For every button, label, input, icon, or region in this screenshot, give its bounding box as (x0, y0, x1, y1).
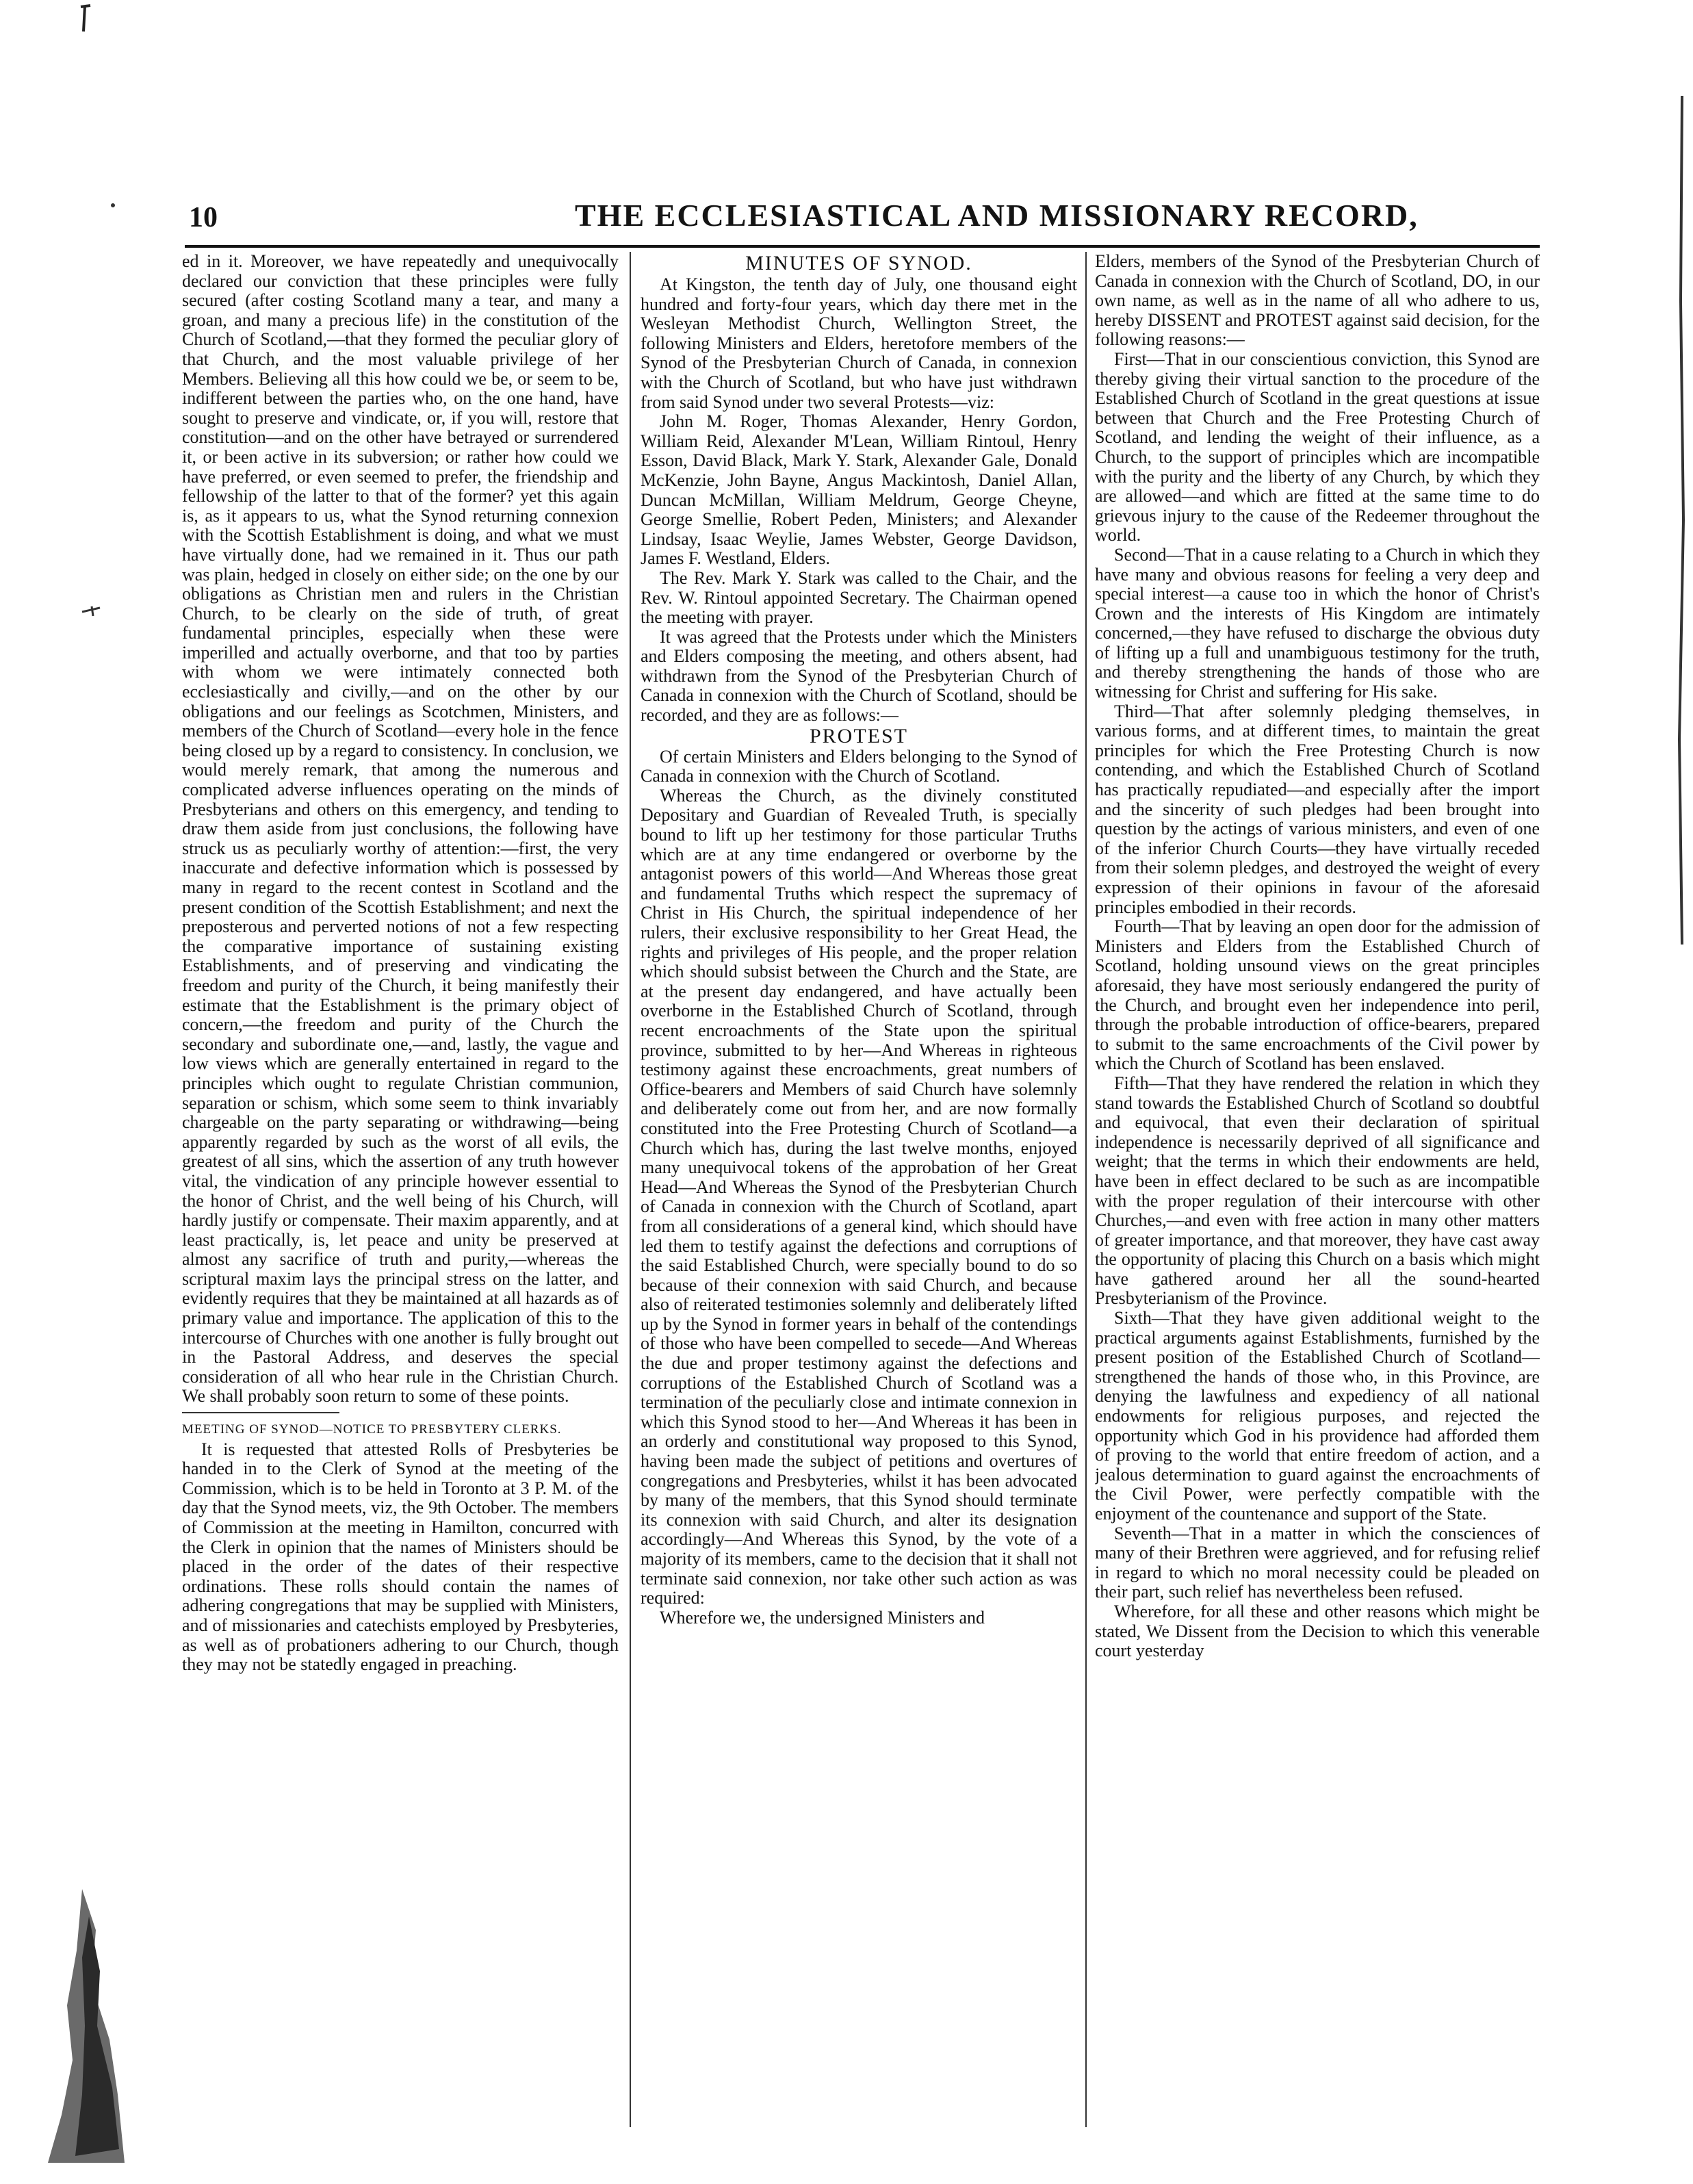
pen-mark (78, 4, 93, 34)
attendees-paragraph: John M. Roger, Thomas Alexander, Henry Gordon, William Reid, Alexander M'Lean, William Rintoul, Henry Esson, David Black, Mark Y. Stark, Alexander Gale, Donald McKenzie, John Bayne, Angus Mackintosh, Daniel Allan, Duncan McMillan, William Meldrum, George Cheyne, George Smellie, Robert Peden, Ministers; and Alexander Lindsay, Isaac Weylie, James Webster, George Davidson, James F. Westland, Elders. (641, 411, 1077, 569)
column-rule (630, 252, 631, 2127)
protest-paragraph: Whereas the Church, as the divinely constituted Depositary and Guardian of Revealed Truth, is specially bound to lift up her testimony for those particular Truths which are at any time endangered or overborne by the antagonist powers of this world—And Whereas those great and fundamental Truths which respect the supremacy of Christ in His Church, the spiritual independence of her rulers, their exclusive responsibility to her Great Head, the rights and privileges of His people, and the proper relation which should subsist between the Church and the State, are at the present day endangered, and have actually been overborne in the Established Church of Scotland, through recent encroachments of the State upon the spiritual province, submitted to by her—And Whereas in righteous testimony against these encroachments, great numbers of Office-bearers and Members of said Church have solemnly and deliberately come out from her, and are now formally constituted into the Free Protesting Church of Scotland—a Church which has, during the last twelve months, enjoyed many unequivocal tokens of the approbation of her Great Head—And Whereas the Synod of the Presbyterian Church of Canada in connexion with the Church of Scotland, apart from all considerations of a general kind, which should have led them to testify against the defections and corruptions of the said Established Church, were specially bound to do so because of their connexion with said Church, and because also of reiterated testimonies solemnly and deliberately lifted up by the Synod in former years in behalf of the contendings of those who have been compelled to secede—And Whereas the due and proper testimony against the defections and corruptions of the Established Church of Scotland was a termination of the peculiarly close and intimate connexion in which this Synod stood to her—And Whereas it has been in an orderly and constitutional way proposed to this Synod, having been made the subject of petitions and overtures of congregations and Presbyteries, whilst it has been advocated by many of the members, that this Synod should terminate its connexion with said Church, and alter its designation accordingly—And Whereas this Synod, by the vote of a majority of its members, came to the decision that it shall not terminate said connexion, nor take other such action as was required: (641, 785, 1077, 1608)
protest-paragraph: Elders, members of the Synod of the Presbyterian Church of Canada in connexion with the Church of Scotland, DO, in our own name, as well as in the name of all who adhere to us, hereby DISSENT and PROTEST against said decision, for the following reasons:— (1095, 252, 1540, 350)
page-number: 10 (189, 202, 218, 233)
protest-subtitle: Of certain Ministers and Elders belonging to the Synod of Canada in connexion with the Church of Scotland. (641, 746, 1077, 786)
reason-fifth: Fifth—That they have rendered the relation in which they stand towards the Established Church of Scotland so doubtful and equivocal, that even their declaration of spiritual independence is necessarily deprived of all significance and weight; that the terms in which their endowments are held, have been in effect declared to be such as are incompatible with the proper regulation of their intercourse with other Churches,—and even with free action in many other matters of greater importance, and that moreover, they have cast away the opportunity of placing this Church on a basis which might have gathered around her all the sound-hearted Presbyterianism of the Province. (1095, 1072, 1540, 1309)
column-2 (641, 252, 1077, 2134)
reason-fourth: Fourth—That by leaving an open door for the admission of Ministers and Elders from the Established Church of Scotland, holding unsound views on the great principles aforesaid, they have most seriously endangered the purity of the Church, and brought even her independence into peril, through the probable introduction of office-bearers, prepared to submit to the same encroachments of the Civil power by which the Church of Scotland has been enslaved. (1095, 916, 1540, 1074)
reason-third: Third—That after solemnly pledging themselves, in various forms, and at different times, to maintain the great principles for which the Free Protesting Church is now contending, and which the Established Church of Scotland has practically repudiated—and especially after the import and the sincerity of such pledges had been brought into question by the actings of various ministers, and even of one of the inferior Church Courts—they have virtually receded from their solemn pledges, and destroyed the weight of every expression of their opinions in favour of the aforesaid principles embodied in their records. (1095, 701, 1540, 917)
column-rule (1085, 252, 1087, 2127)
column-3 (1095, 252, 1540, 2134)
reason-seventh: Seventh—That in a matter in which the consciences of many of their Brethren were aggrieved, and for refusing relief in regard to which no moral necessity could be pleaded on their part, such relief has nevertheless been refused. (1095, 1523, 1540, 1602)
ink-mark (79, 602, 107, 619)
minutes-heading: MINUTES OF SYNOD. (745, 252, 972, 274)
scanned-edge (1672, 96, 1692, 945)
minutes-paragraph: It was agreed that the Protests under which the Ministers and Elders composing the meeting, and others absent, had withdrawn from the Synod of the Presbyterian Church of Canada in connexion with the Church of Scotland, should be recorded, and they are as follows:— (641, 626, 1077, 725)
column-1 (182, 252, 619, 2134)
scan-smudge (34, 1889, 125, 2163)
reason-sixth: Sixth—That they have given additional weight to the practical arguments against Establishments, furnished by the present position of the Established Church of Scotland—strengthened the hands of those who, in this Province, are denying the lawfulness and expediency of all national endowments for religious purposes, and rejected the opportunity which God in his providence had afforded them of proving to the world that entire freedom of action, and a jealous determination to guard against the encroachments of the Civil Power, were perfectly compatible with the enjoyment of the countenance and support of the State. (1095, 1308, 1540, 1524)
reason-first: First—That in our conscientious conviction, this Synod are thereby giving their virtual sanction to the procedure of the Established Church of Scotland in the great questions at issue between that Church and the Free Protesting Church of Scotland, and lending the weight of their influence, as a Church, to the support of principles which are incompatible with the purity and the liberty of any Church, by which they are allowed—and which are fitted at the same time to do grievous injury to the cause of the Redeemer throughout the world. (1095, 348, 1540, 545)
wherefore-paragraph: Wherefore, for all these and other reasons which might be stated, We Dissent from the Decision to which this venerable court yesterday (1095, 1601, 1540, 1661)
notice-paragraph: It is requested that attested Rolls of Presbyteries be handed in to the Clerk of Synod at the meeting of the Commission, which is to be held in Toronto at 3 P. M. of the day that the Synod meets, viz, the 9th October. The members of Commission at the meeting in Hamilton, concurred with the Clerk in opinion that the names of Ministers should be placed in the order of the dates of their respective ordinations. These rolls should contain the names of adhering congregations that may be supplied with Ministers, and of missionaries and catechists employed by Presbyteries, as well as of probationers adhering to our Church, though they may not be statedly engaged in preaching. (182, 1439, 619, 1675)
minutes-paragraph: The Rev. Mark Y. Stark was called to the Chair, and the Rev. W. Rintoul appointed Secretary. The Chairman opened the meeting with prayer. (641, 567, 1077, 628)
protest-heading: PROTEST (809, 724, 909, 747)
header-rule (185, 245, 1540, 248)
article-paragraph: ed in it. Moreover, we have repeatedly and unequivocally declared our conviction that these principles were fully secured (after costing Scotland many a tear, and many a groan, and many a precious life) in the constitution of the Church of Scotland,—that they formed the peculiar glory of that Church, and the most valuable privilege of her Members. Believing all this how could we be, or seem to be, indifferent between the parties who, on the one hand, have sought to preserve and vindicate, or, if you will, restore that constitution—and on the other have betrayed or surrendered it, or been active in its subversion; or rather how could we have preferred, or even seemed to prefer, the friendship and fellowship of the latter to that of the former? yet this again is, as it appears to us, what the Synod returning connexion with the Scottish Establishment is doing, and what we must have virtually done, had we remained in it. Thus our path was plain, hedged in closely on either side; on the one by our obligations as Christian men and rulers in the Christian Church, to be clearly on the side of truth, of great fundamental principles, especially when these were imperilled and actually overborne, and that too by parties with whom we were intimately connected both ecclesiastically and civilly,—and on the other by our obligations and our feelings as Scotchmen, Ministers, and members of the Church of Scotland—every hole in the fence being closed up by a regard to consistency. In conclusion, we would merely remark, that among the numerous and complicated adverse influences operating on the minds of Presbyterians and others on this emergency, and tending to draw them aside from just conclusions, the following have struck us as peculiarly worthy of attention:—first, the very inaccurate and defective information which is possessed by many in regard to the recent contest in Scotland and the present condition of the Scottish Establishment; and next the preposterous and perverted notions of not a few respecting the comparative importance of sustaining existing Establishments, and of preserving and vindicating the freedom and purity of the Church, it being manifestly their estimate that the Establishment is the primary object of concern,—the freedom and purity of the Church the secondary and subordinate one,—and, lastly, the vague and low views which are generally entertained in regard to the principles which ought to regulate Christian communion, separation or schism, which some seem to think invariably chargeable on the party separating or withdrawing—being apparently regarded by such as the worst of all evils, the greatest of all sins, which the assertion of any truth however vital, the vindication of any principle however essential to the honor of Christ, and the well being of his Church, will hardly justify or compensate. Their maxim apparently, and at least practically, is, let peace and unity be preserved at almost any sacrifice of truth and purity,—whereas the scriptural maxim lays the principal stress on the latter, and evidently requires that they be maintained at all hazards as of primary value and importance. The application of this to the intercourse of Churches with one another is fully brought out in the Pastoral Address, and deserves the special consideration of all who hear rule in the Christian Church. We shall probably soon return to some of these points. (182, 252, 619, 1406)
minutes-paragraph: At Kingston, the tenth day of July, one thousand eight hundred and forty-four years, which day there met in the Wesleyan Methodist Church, Wellington Street, the following Ministers and Elders, heretofore members of the Synod of the Presbyterian Church of Canada, in connexion with the Church of Scotland, but who have just withdrawn from said Synod under two several Protests—viz: (641, 274, 1077, 412)
running-head: THE ECCLESIASTICAL AND MISSIONARY RECORD, (575, 198, 1419, 233)
notice-heading: MEETING OF SYNOD—NOTICE TO PRESBYTERY CLERKS. (182, 1422, 562, 1437)
protest-paragraph: Wherefore we, the undersigned Ministers and (660, 1607, 985, 1628)
ink-speck (107, 201, 119, 209)
section-rule (182, 1412, 339, 1413)
reason-second: Second—That in a cause relating to a Church in which they have many and obvious reasons for feeling a very deep and special interest—a cause too in which the honor of Christ's Crown and the interests of His Kingdom are intimately concerned,—they have refused to discharge the obvious duty of lifting up a full and unambiguous testimony for the truth, and thereby strengthening the hands of those who are witnessing for Christ and suffering for His sake. (1095, 544, 1540, 702)
